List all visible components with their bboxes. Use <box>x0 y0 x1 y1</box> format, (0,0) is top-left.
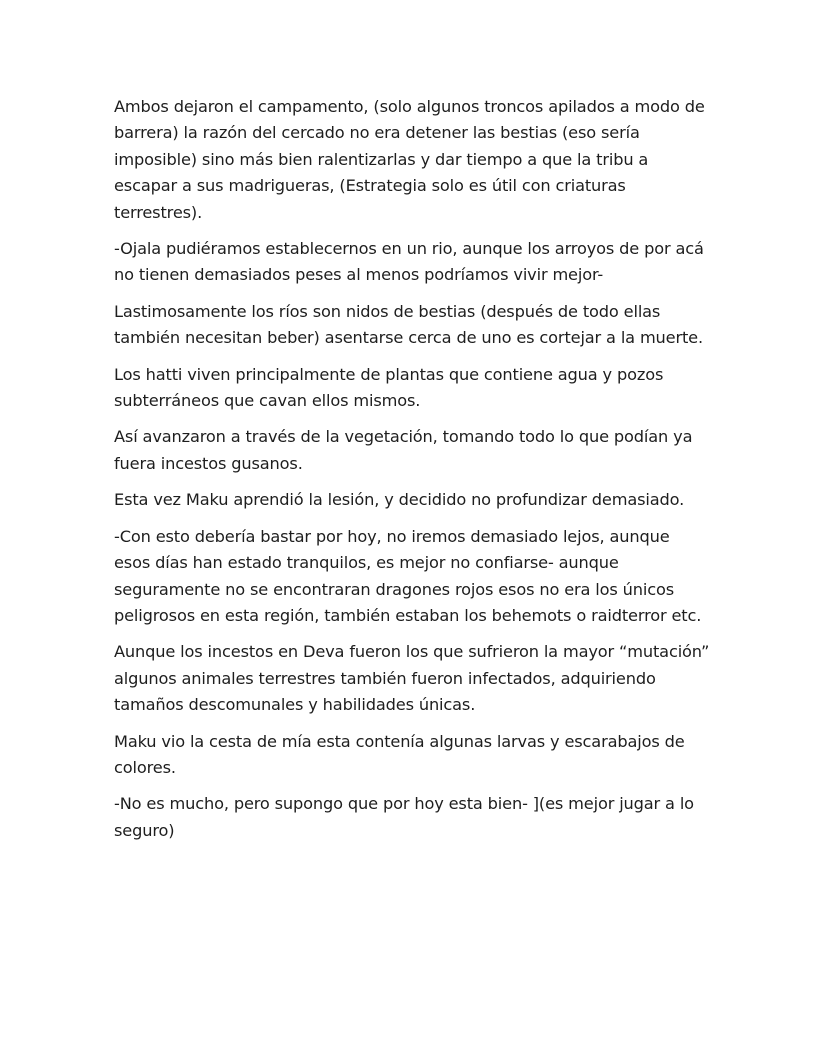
paragraph-3: Lastimosamente los ríos son nidos de bestias (después de todo ellas también necesitan beber) asentarse cerca de uno es cortejar a la muerte. <box>114 301 703 348</box>
paragraph-7: -Con esto debería bastar por hoy, no iremos demasiado lejos, aunque esos días han estado tranquilos, es mejor no confiarse- aunque seguramente no se encontraran dragones rojos esos no era los únicos peligrosos en esta región, también estaban los behemots o raidterror etc. <box>114 526 702 625</box>
paragraph-4: Los hatti viven principalmente de plantas que contiene agua y pozos subterráneos que cavan ellos mismos. <box>114 364 664 411</box>
paragraph-1: Ambos dejaron el campamento, (solo algunos troncos apilados a modo de barrera) la razón del cercado no era detener las bestias (eso sería imposible) sino más bien ralentizarlas y dar tiempo a que la tribu a escapar a sus madrigueras, (Estrategia solo es útil con criaturas terrestres). <box>114 97 705 222</box>
paragraph-9: Maku vio la cesta de mía esta contenía algunas larvas y escarabajos de colores. <box>114 731 685 777</box>
paragraph-5: Así avanzaron a través de la vegetación, tomando todo lo que podían ya fuera incestos gusanos. <box>114 427 693 473</box>
document-body <box>114 94 710 854</box>
paragraph-6: Esta vez Maku aprendió la lesión, y decidido no profundizar demasiado. <box>114 490 685 510</box>
paragraph-2: -Ojala pudiéramos establecernos en un rio, aunque los arroyos de por acá no tienen demasiados peses al menos podríamos vivir mejor- <box>114 239 704 285</box>
paragraph-10: -No es mucho, pero supongo que por hoy esta bien- ](es mejor jugar a lo seguro) <box>114 794 694 840</box>
paragraph-8: Aunque los incestos en Deva fueron los que sufrieron la mayor “mutación” algunos animales terrestres también fueron infectados, adquiriendo tamaños descomunales y habilidades únicas. <box>114 642 710 715</box>
